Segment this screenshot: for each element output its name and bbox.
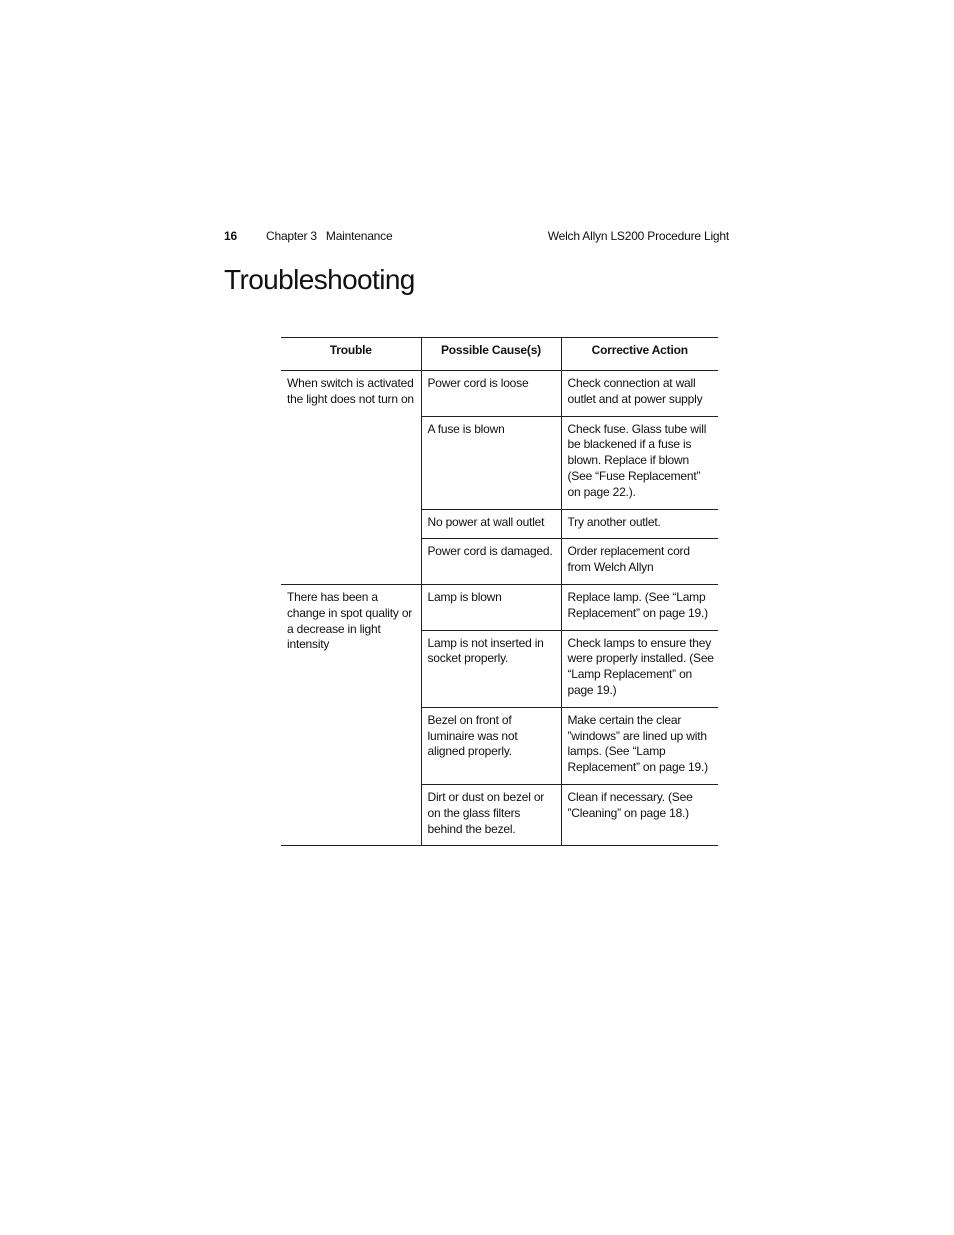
cause-cell: No power at wall outlet: [421, 509, 561, 539]
table-row: [281, 371, 718, 417]
troubleshooting-table: [281, 337, 718, 846]
column-header-action: Corrective Action: [561, 338, 718, 371]
page-header: [224, 229, 729, 247]
cause-cell: Lamp is not inserted in socket properly.: [421, 630, 561, 707]
table-row: [281, 584, 718, 630]
page-number: 16: [224, 229, 237, 243]
cause-cell: Power cord is damaged.: [421, 539, 561, 585]
chapter-label: Chapter 3: [266, 229, 317, 243]
action-cell: Replace lamp. (See “Lamp Replacement” on page 19.): [561, 584, 718, 630]
action-cell: Order replacement cord from Welch Allyn: [561, 539, 718, 585]
cause-cell: Dirt or dust on bezel or on the glass filters behind the bezel.: [421, 784, 561, 845]
cause-cell: Power cord is loose: [421, 371, 561, 417]
action-cell: Check lamps to ensure they were properly installed. (See “Lamp Replacement” on page 19.): [561, 630, 718, 707]
product-name: Welch Allyn LS200 Procedure Light: [547, 229, 729, 243]
action-cell: Clean if necessary. (See ”Cleaning” on page 18.): [561, 784, 718, 845]
column-header-cause: Possible Cause(s): [421, 338, 561, 371]
cause-cell: Bezel on front of luminaire was not aligned properly.: [421, 707, 561, 784]
column-header-trouble: Trouble: [281, 338, 421, 371]
page-title: Troubleshooting: [224, 264, 415, 295]
action-cell: Try another outlet.: [561, 509, 718, 539]
action-cell: Make certain the clear ”windows” are lined up with lamps. (See “Lamp Replacement” on page 19.): [561, 707, 718, 784]
action-cell: Check fuse. Glass tube will be blackened if a fuse is blown. Replace if blown (See “Fuse Replacement” on page 22.).: [561, 416, 718, 509]
cause-cell: Lamp is blown: [421, 584, 561, 630]
trouble-cell: There has been a change in spot quality or a decrease in light intensity: [281, 584, 421, 845]
chapter-heading: [266, 229, 392, 243]
trouble-cell: When switch is activated the light does not turn on: [281, 371, 421, 585]
chapter-title: Maintenance: [325, 229, 393, 243]
table-header-row: [281, 338, 718, 371]
cause-cell: A fuse is blown: [421, 416, 561, 509]
action-cell: Check connection at wall outlet and at power supply: [561, 371, 718, 417]
